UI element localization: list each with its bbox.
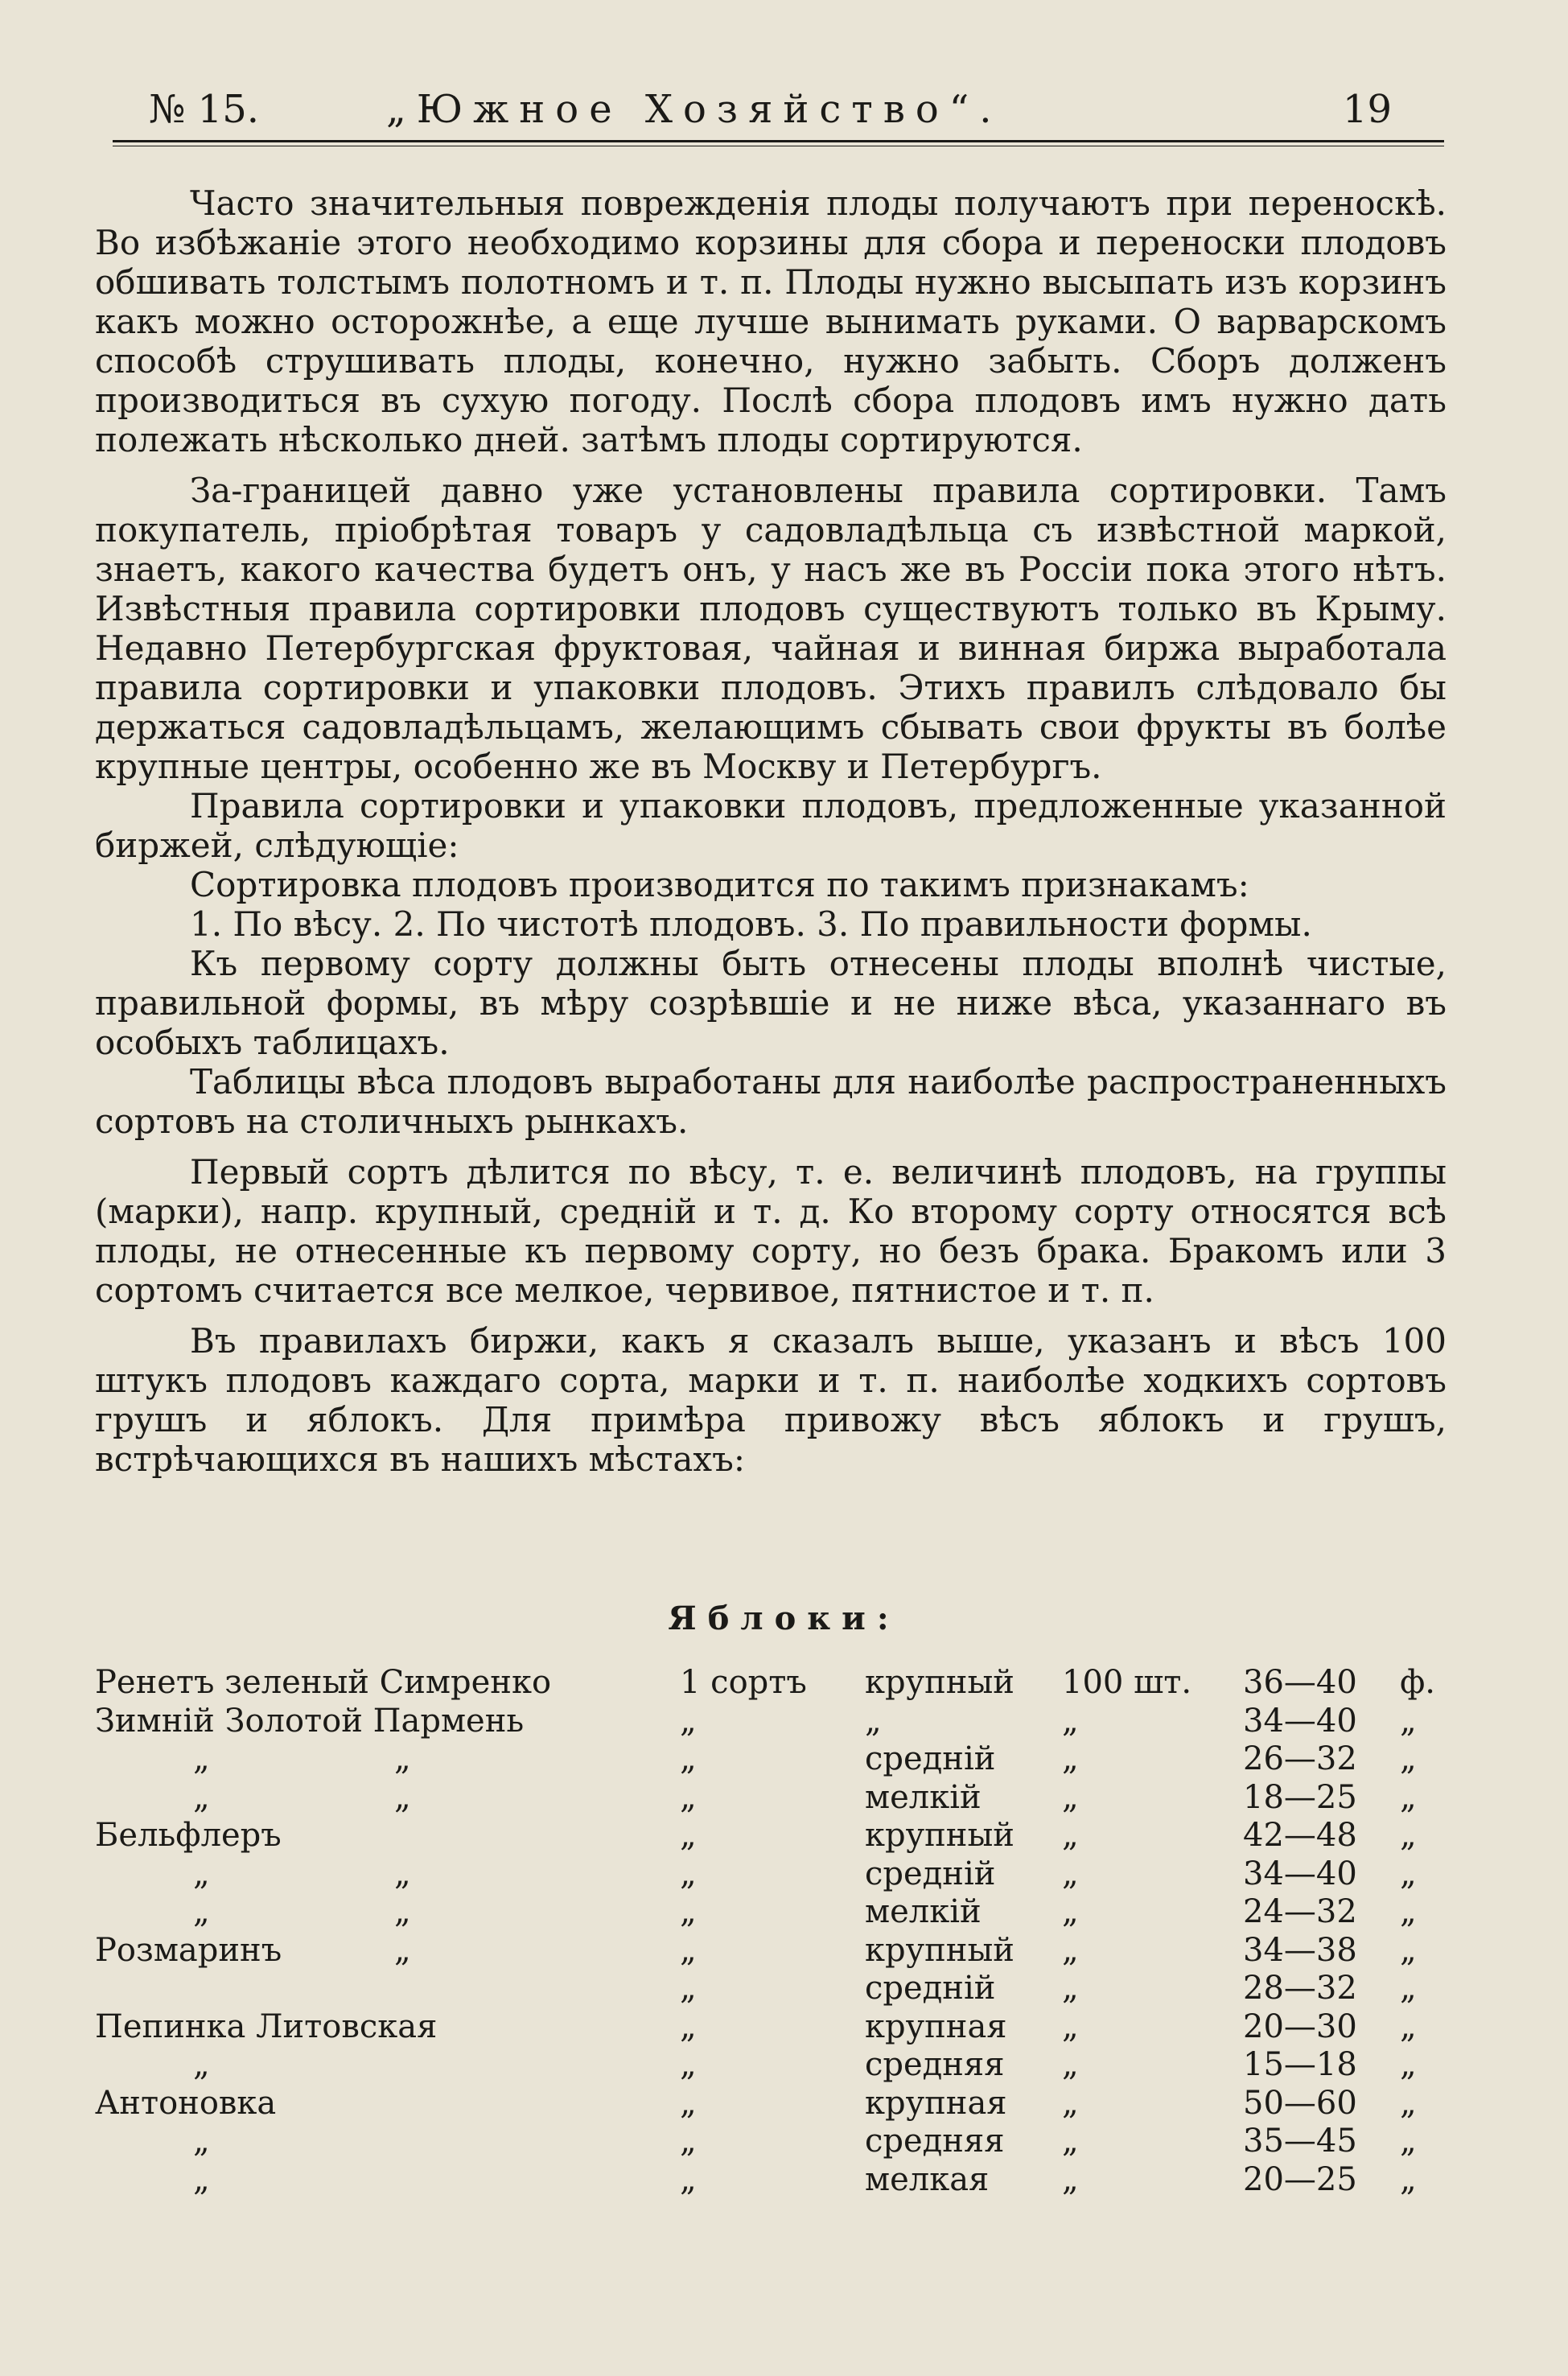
table-row xyxy=(0,1816,1568,1855)
size-cell: крупная xyxy=(865,2008,1007,2045)
grade-cell: „ xyxy=(680,2008,697,2045)
size-cell: крупный xyxy=(865,1664,1014,1701)
grade-cell: „ xyxy=(680,1855,697,1892)
variety-name: „ xyxy=(193,1779,210,1816)
variety-name-ditto: „ xyxy=(394,1893,411,1930)
size-cell: мелкій xyxy=(865,1893,982,1930)
count-cell: „ xyxy=(1062,1932,1079,1969)
grade-cell: „ xyxy=(680,1779,697,1816)
count-cell: „ xyxy=(1062,1855,1079,1892)
weight-cell: 28—32 xyxy=(1243,1970,1357,2007)
unit-cell: „ xyxy=(1400,1932,1417,1969)
grade-cell: „ xyxy=(680,1970,697,2007)
unit-cell: ф. xyxy=(1400,1664,1436,1701)
unit-cell: „ xyxy=(1400,1817,1417,1854)
count-cell: „ xyxy=(1062,1893,1079,1930)
count-cell: „ xyxy=(1062,1703,1079,1740)
table-row xyxy=(0,2045,1568,2084)
paragraph: Въ правилахъ биржи, какъ я сказалъ выше, указанъ и вѣсъ 100 штукъ плодовъ каждаго сорта, марки и т. п. наиболѣе ходкихъ сортовъ грушъ и яблокъ. Для примѣра привожу вѣсъ яблокъ и грушъ, встрѣчающихся въ нашихъ мѣстахъ: xyxy=(95,1321,1447,1479)
count-cell: 100 шт. xyxy=(1062,1664,1192,1701)
journal-title: „Южное Хозяйство“. xyxy=(386,87,1002,132)
table-row xyxy=(0,1663,1568,1702)
size-cell: средняя xyxy=(865,2123,1005,2160)
weight-cell: 20—30 xyxy=(1243,2008,1357,2045)
variety-name-ditto: „ xyxy=(394,1932,411,1969)
variety-name: „ xyxy=(193,2123,210,2160)
issue-number: № 15. xyxy=(149,87,260,132)
count-cell: „ xyxy=(1062,2046,1079,2083)
count-cell: „ xyxy=(1062,1970,1079,2007)
unit-cell: „ xyxy=(1400,2085,1417,2122)
paragraph: Сортировка плодовъ производится по такимъ признакамъ: xyxy=(190,865,1249,904)
grade-cell: „ xyxy=(680,1932,697,1969)
unit-cell: „ xyxy=(1400,2161,1417,2198)
variety-name: „ xyxy=(193,2161,210,2198)
size-cell: мелкій xyxy=(865,1779,982,1816)
weight-cell: 24—32 xyxy=(1243,1893,1357,1930)
table-row xyxy=(0,2160,1568,2199)
paragraph: Къ первому сорту должны быть отнесены плоды вполнѣ чистые, правильной формы, въ мѣру созрѣвшіе и не ниже вѣса, указаннаго въ особыхъ таблицахъ. xyxy=(95,944,1447,1062)
unit-cell: „ xyxy=(1400,2046,1417,2083)
table-row xyxy=(0,2122,1568,2160)
unit-cell: „ xyxy=(1400,1970,1417,2007)
unit-cell: „ xyxy=(1400,1779,1417,1816)
weight-cell: 50—60 xyxy=(1243,2085,1357,2122)
table-row xyxy=(0,1892,1568,1931)
count-cell: „ xyxy=(1062,1740,1079,1777)
size-cell: мелкая xyxy=(865,2161,990,2198)
table-row xyxy=(0,1740,1568,1778)
unit-cell: „ xyxy=(1400,2123,1417,2160)
unit-cell: „ xyxy=(1400,1740,1417,1777)
size-cell: крупная xyxy=(865,2085,1007,2122)
grade-cell: „ xyxy=(680,2123,697,2160)
paragraph: Первый сортъ дѣлится по вѣсу, т. е. величинѣ плодовъ, на группы (марки), напр. крупный, средній и т. д. Ко второму сорту относятся всѣ плоды, не отнесенные къ первому сорту, но безъ брака. Бракомъ или 3 сортомъ считается все мелкое, червивое, пятнистое и т. п. xyxy=(95,1152,1447,1310)
variety-name: Розмаринъ xyxy=(95,1932,282,1969)
unit-cell: „ xyxy=(1400,1703,1417,1740)
weight-cell: 34—40 xyxy=(1243,1703,1357,1740)
variety-name: Зимній Золотой Пармень xyxy=(95,1703,525,1740)
size-cell: средній xyxy=(865,1855,996,1892)
variety-name-ditto: „ xyxy=(394,1855,411,1892)
count-cell: „ xyxy=(1062,2161,1079,2198)
page-number: 19 xyxy=(1342,87,1392,132)
grade-cell: „ xyxy=(680,1740,697,1777)
count-cell: „ xyxy=(1062,2085,1079,2122)
paragraph: Часто значительныя поврежденія плоды получаютъ при переноскѣ. Во избѣжаніе этого необходимо корзины для сбора и переноски плодовъ обшивать толстымъ полотномъ и т. п. Плоды нужно высыпать изъ корзинъ какъ можно осторожнѣе, а еще лучше вынимать руками. О варварскомъ способѣ струшивать плоды, конечно, нужно забыть. Сборъ долженъ производиться въ сухую погоду. Послѣ сбора плодовъ имъ нужно дать полежать нѣсколько дней. затѣмъ плоды сортируются. xyxy=(95,183,1447,459)
count-cell: „ xyxy=(1062,2008,1079,2045)
grade-cell: „ xyxy=(680,1817,697,1854)
table-row xyxy=(0,1702,1568,1740)
page-header xyxy=(113,87,1440,143)
header-rule-thick xyxy=(113,140,1444,142)
variety-name: „ xyxy=(193,2046,210,2083)
weight-cell: 15—18 xyxy=(1243,2046,1357,2083)
article-body xyxy=(95,183,1447,1479)
grade-cell: „ xyxy=(680,2085,697,2122)
variety-name-ditto: „ xyxy=(394,1740,411,1777)
weight-cell: 34—38 xyxy=(1243,1932,1357,1969)
apples-table-title: Яблоки: xyxy=(668,1600,900,1637)
paragraph: Правила сортировки и упаковки плодовъ, предложенные указанной биржей, слѣдующіе: xyxy=(95,786,1447,865)
table-row xyxy=(0,2007,1568,2046)
count-cell: „ xyxy=(1062,2123,1079,2160)
count-cell: „ xyxy=(1062,1779,1079,1816)
table-row xyxy=(0,1969,1568,2007)
variety-name: Бельфлеръ xyxy=(95,1817,282,1854)
variety-name-ditto: „ xyxy=(394,1779,411,1816)
paragraph: За-границей давно уже установлены правила сортировки. Тамъ покупатель, пріобрѣтая товаръ у садовладѣльца съ извѣстной маркой, знаетъ, какого качества будетъ онъ, у насъ же въ Россіи пока этого нѣтъ. Извѣстныя правила сортировки плодовъ существуютъ только въ Крыму. Недавно Петербургская фруктовая, чайная и винная биржа выработала правила сортировки и упаковки плодовъ. Этихъ правилъ слѣдовало бы держаться садовладѣльцамъ, желающимъ сбывать свои фрукты въ болѣе крупные центры, особенно же въ Москву и Петербургъ. xyxy=(95,471,1447,786)
table-row xyxy=(0,2084,1568,2123)
unit-cell: „ xyxy=(1400,1855,1417,1892)
unit-cell: „ xyxy=(1400,2008,1417,2045)
variety-name: Антоновка xyxy=(95,2085,277,2122)
unit-cell: „ xyxy=(1400,1893,1417,1930)
paragraph: 1. По вѣсу. 2. По чистотѣ плодовъ. 3. По правильности формы. xyxy=(190,904,1312,944)
size-cell: средняя xyxy=(865,2046,1005,2083)
size-cell: крупный xyxy=(865,1817,1014,1854)
weight-cell: 36—40 xyxy=(1243,1664,1357,1701)
size-cell: средній xyxy=(865,1970,996,2007)
weight-cell: 26—32 xyxy=(1243,1740,1357,1777)
size-cell: „ xyxy=(865,1703,882,1740)
weight-cell: 18—25 xyxy=(1243,1779,1357,1816)
weight-cell: 42—48 xyxy=(1243,1817,1357,1854)
size-cell: крупный xyxy=(865,1932,1014,1969)
table-row xyxy=(0,1855,1568,1893)
grade-cell: 1 сортъ xyxy=(680,1664,807,1701)
variety-name: „ xyxy=(193,1740,210,1777)
variety-name: „ xyxy=(193,1855,210,1892)
grade-cell: „ xyxy=(680,2046,697,2083)
paragraph: Таблицы вѣса плодовъ выработаны для наиболѣе распространенныхъ сортовъ на столичныхъ рынкахъ. xyxy=(95,1062,1447,1141)
count-cell: „ xyxy=(1062,1817,1079,1854)
table-row xyxy=(0,1778,1568,1817)
weight-cell: 34—40 xyxy=(1243,1855,1357,1892)
table-row xyxy=(0,1931,1568,1970)
weight-cell: 35—45 xyxy=(1243,2123,1357,2160)
weight-cell: 20—25 xyxy=(1243,2161,1357,2198)
variety-name: „ xyxy=(193,1893,210,1930)
variety-name: Ренетъ зеленый Симренко xyxy=(95,1664,552,1701)
size-cell: средній xyxy=(865,1740,996,1777)
variety-name: Пепинка Литовская xyxy=(95,2008,438,2045)
grade-cell: „ xyxy=(680,1703,697,1740)
grade-cell: „ xyxy=(680,2161,697,2198)
grade-cell: „ xyxy=(680,1893,697,1930)
